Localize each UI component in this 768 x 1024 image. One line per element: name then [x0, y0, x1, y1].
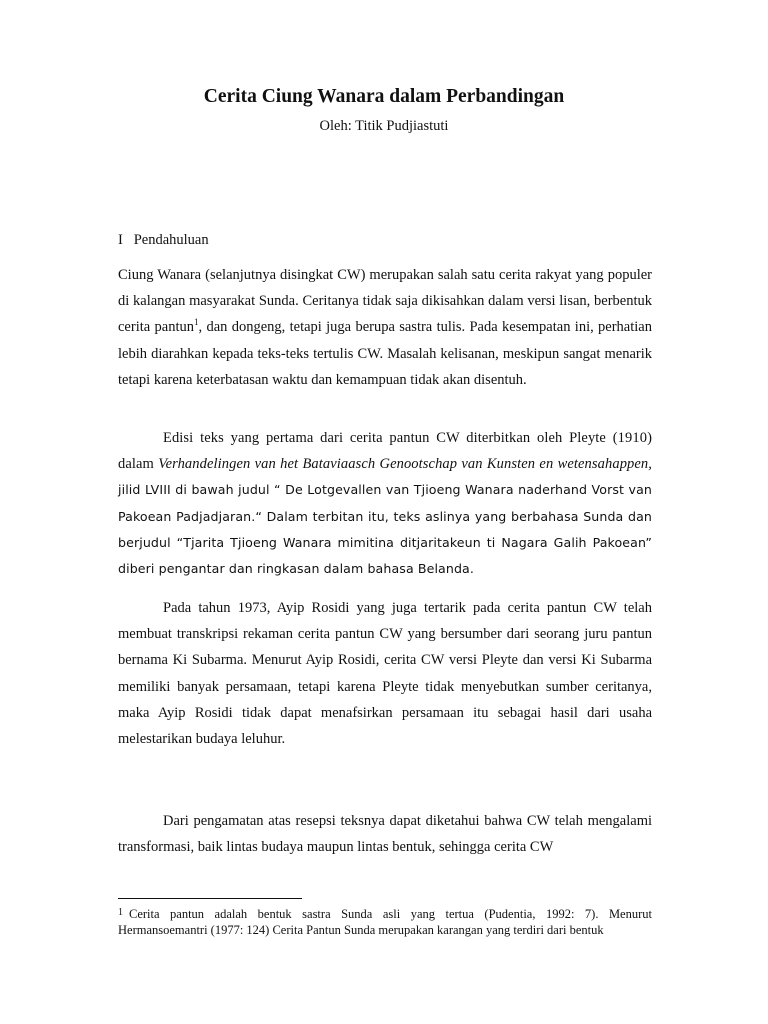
paragraph-1-text-a: Ciung Wanara (selanjutnya disingkat CW) merupakan salah satu cerita rakyat yang populer di kalangan masyarakat Sunda. Ceritanya tidak saja dikisahkan dalam versi lisan, berbentuk cerita pantun [118, 267, 652, 336]
section-heading: I Pendahuluan [118, 232, 209, 248]
paragraph-3: Pada tahun 1973, Ayip Rosidi yang juga tertarik pada cerita pantun CW telah membuat transkripsi rekaman cerita pantun CW yang bersumber dari seorang juru pantun bernama Ki Subarma. Menurut Ayip Rosidi, cerita CW versi Pleyte dan versi Ki Subarma memiliki banyak persamaan, tetapi karena Pleyte tidak menyebutkan sumber ceritanya, maka Ayip Rosidi tidak dapat menafsirkan persamaan itu sebagai hasil dari usaha melestarikan budaya leluhur. [118, 600, 652, 748]
paragraph-2 [118, 425, 652, 582]
footnote-text: Cerita pantun adalah bentuk sastra Sunda asli yang tertua (Pudentia, 1992: 7). Menurut Hermansoemantri (1977: 124) Cerita Pantun Sunda merupakan karangan yang terdiri dari bentuk [118, 907, 652, 937]
footnote-number: 1 [118, 907, 123, 918]
footnote-ref[interactable]: 1 [194, 317, 199, 328]
paragraph-1-text-b: , dan dongeng, tetapi juga berupa sastra tulis. Pada kesempatan ini, perhatian lebih diarahkan kepada teks-teks tertulis CW. Masalah kelisanan, meskipun sangat menarik tetapi karena keterbatasan waktu dan kemampuan tidak akan disentuh. [118, 319, 652, 388]
document-title: Cerita Ciung Wanara dalam Perbandingan [203, 86, 565, 107]
paragraph-2-text-a: Edisi teks yang pertama dari cerita pantun CW diterbitkan oleh Pleyte (1910) dalam [118, 430, 652, 473]
footnote-divider [118, 898, 302, 899]
paragraph-2-text-b: jilid LVIII di bawah judul “ De Lotgevallen van Tjioeng Wanara naderhand Vorst van Pakoean Padjadjaran.“ Dalam terbitan itu, teks aslinya yang berbahasa Sunda dan berjudul “Tjarita Tjioeng Wanara mimitina ditjaritakeun ti Nagara Galih Pakoean” diberi pengantar dan ringkasan dalam bahasa Belanda. [118, 482, 652, 577]
document-author: Oleh: Titik Pudjiastuti [319, 118, 449, 134]
paragraph-4: Dari pengamatan atas resepsi teksnya dapat diketahui bahwa CW telah mengalami transformasi, baik lintas budaya maupun lintas bentuk, sehingga cerita CW [118, 813, 652, 856]
footnote [118, 905, 652, 938]
paragraph-2-italic-title: Verhandelingen van het Bataviaasch Genootschap van Kunsten en wetensahappen, [158, 456, 652, 473]
paragraph-1 [118, 262, 652, 393]
